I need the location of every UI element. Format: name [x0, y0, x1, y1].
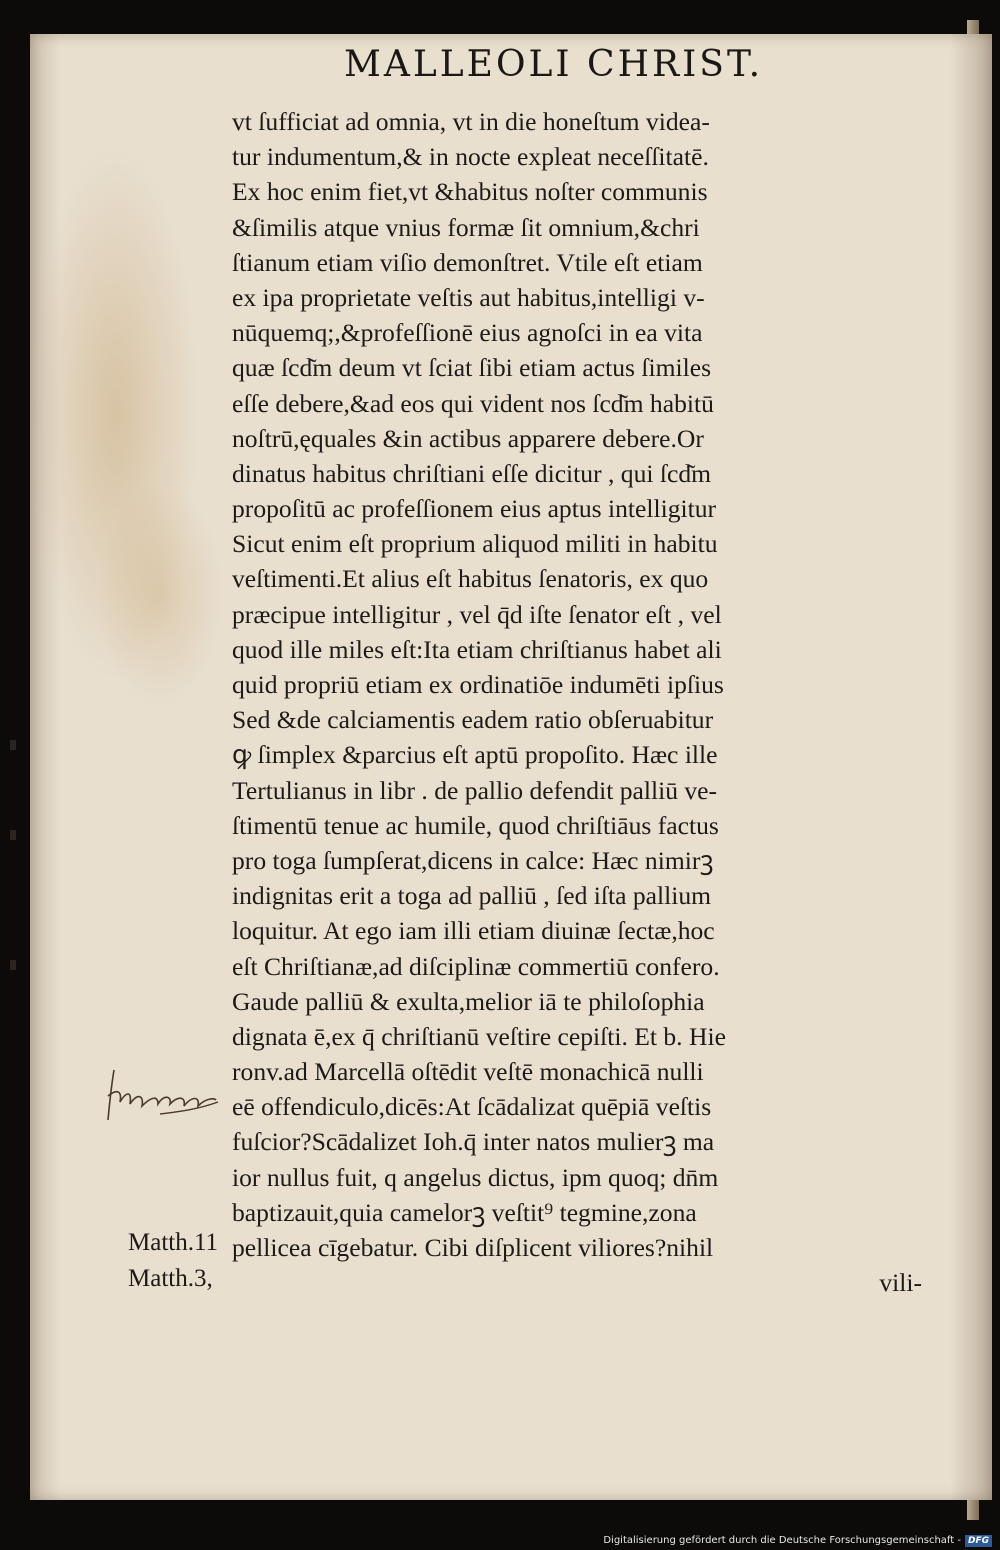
- text-line: quid propriū etiam ex ordinatiōe indumēti ipſius: [232, 670, 724, 699]
- text-line: pellicea cīgebatur. Cibi diſplicent viliores?nihil: [232, 1233, 714, 1262]
- text-line: eſſe debere,&ad eos qui vident nos ſcd͂m habitū: [232, 388, 714, 418]
- text-line: indignitas erit a toga ad palliū , ſed iſta pallium: [232, 881, 712, 911]
- text-line: veſtimenti.Et alius eſt habitus ſenatoris, ex quo: [232, 564, 709, 594]
- text-line: nūquemq;,&profeſſionē eius agnoſci in ea vita: [232, 318, 703, 348]
- text-line: præcipue intelligitur , vel q̄d iſte ſenator eſt , vel: [232, 599, 722, 629]
- text-line: Sed &de calciamentis eadem ratio obſeruabitur: [232, 705, 714, 735]
- text-line: baptizauit,quia camelorꝫ veſtit⁹ tegmine,zona: [232, 1197, 697, 1227]
- text-line: eſt Chriſtianæ,ad diſciplinæ commertiū confero.: [232, 951, 720, 981]
- binding-mark: [10, 960, 16, 970]
- text-line: Gaude palliū & exulta,melior iā te philoſophia: [232, 986, 705, 1016]
- text-line: ior nullus fuit, q angelus dictus, ipm quoq; dn̄m: [232, 1162, 719, 1192]
- catchword: vili-: [879, 1268, 922, 1298]
- text-line: &ſimilis atque vnius formæ ſit omnium,&chri: [232, 212, 700, 242]
- text-line: ſtimentū tenue ac humile, quod chriſtiāus factus: [232, 810, 719, 840]
- text-line: quæ ſcd͂m deum vt ſciat ſibi etiam actus ſimiles: [232, 353, 712, 383]
- text-line: tur indumentum,& in nocte expleat neceſſitatē.: [232, 142, 709, 172]
- text-block: [232, 104, 922, 1300]
- text-line: ex ipa proprietate veſtis aut habitus,intelligi v-: [232, 282, 705, 312]
- margin-note-matthew-11: Matth.11: [128, 1229, 219, 1256]
- margin-note-matthew-3: Matth.3,: [128, 1265, 213, 1292]
- text-line: pro toga ſumpſerat,dicens in calce: Hæc nimirꝫ: [232, 845, 714, 875]
- text-line: dignata ē,ex q̄ chriſtianū veſtire cepiſti. Et b. Hie: [232, 1021, 726, 1051]
- footer-credit: Digitalisierung gefördert durch die Deutsche Forschungsgemeinschaft -: [603, 1535, 961, 1546]
- text-line: ſtianum etiam viſio demonſtret. Vtile eſt etiam: [232, 247, 703, 277]
- text-line: Tertulianus in libr . de pallio defendit palliū ve-: [232, 775, 718, 805]
- text-line: ꝙ ſimplex &parcius eſt aptū propoſito. Hæc ille: [232, 740, 718, 770]
- text-line: ronv.ad Marcellā oſtēdit veſtē monachicā nulli: [232, 1057, 704, 1087]
- text-line: eē offendiculo,dicēs:At ſcādalizat quēpiā veſtis: [232, 1092, 712, 1122]
- text-line: quod ille miles eſt:Ita etiam chriſtianus habet ali: [232, 634, 722, 664]
- handwritten-annotation: [100, 1062, 230, 1126]
- text-line: Sicut enim eſt proprium aliquod militi in habitu: [232, 529, 718, 559]
- text-line: noſtrū,ęquales &in actibus apparere debere.Or: [232, 423, 704, 453]
- text-line: fuſcior?Scādalizet Ioh.q̄ inter natos mulierꝫ ma: [232, 1127, 715, 1157]
- running-head: MALLEOLI CHRIST.: [344, 44, 764, 85]
- text-line: vt ſufficiat ad omnia, vt in die honeſtum videa-: [232, 107, 710, 136]
- text-line: dinatus habitus chriſtiani eſſe dicitur , qui ſcd͂m: [232, 458, 712, 488]
- text-line: loquitur. At ego iam illi etiam diuinæ ſectæ,hoc: [232, 916, 715, 946]
- text-line: propoſitū ac profeſſionem eius aptus intelligitur: [232, 494, 717, 524]
- text-line: Ex hoc enim fiet,vt &habitus noſter communis: [232, 177, 708, 207]
- binding-mark: [10, 830, 16, 840]
- binding-mark: [10, 740, 16, 750]
- digitization-footer: [603, 1533, 992, 1548]
- dfg-logo: DFG: [965, 1535, 992, 1547]
